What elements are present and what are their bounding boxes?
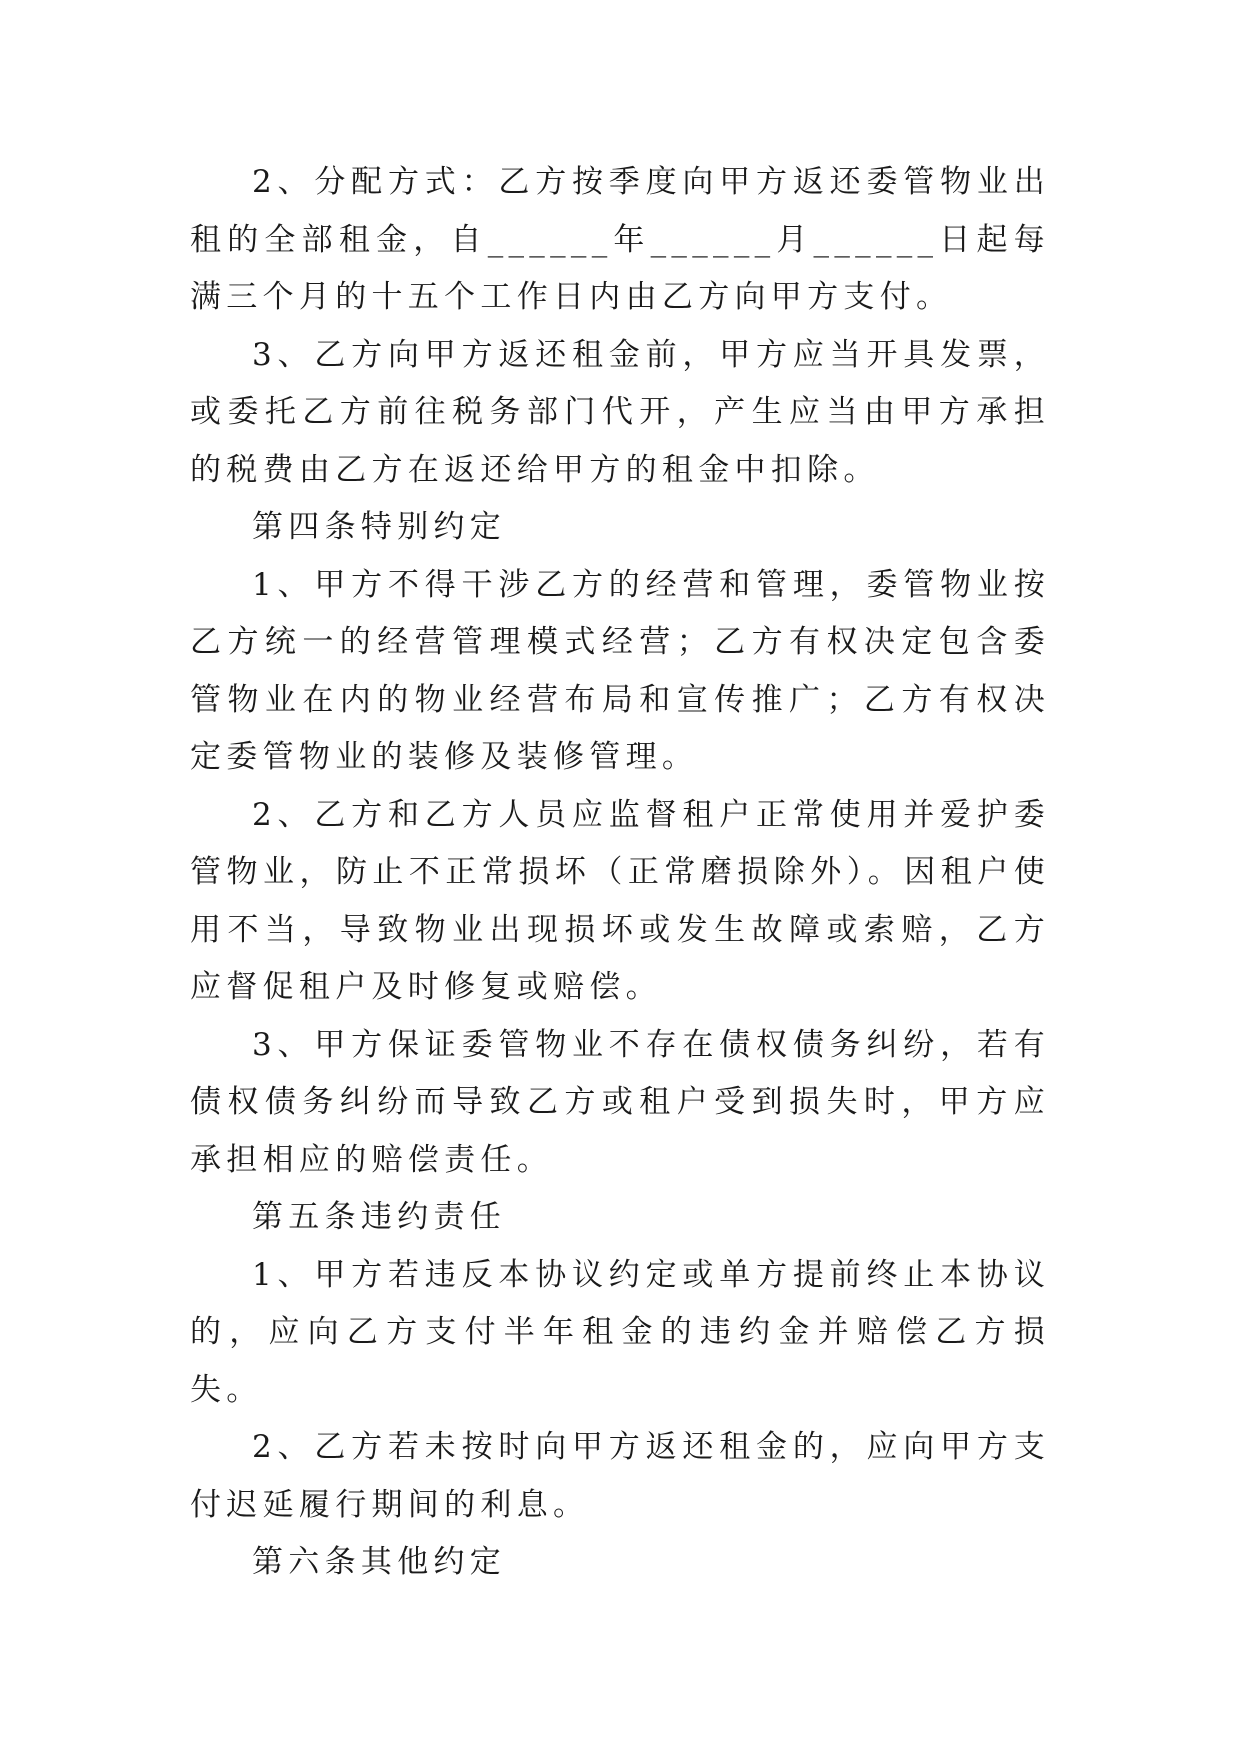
- article-6-heading: 第六条其他约定: [252, 1544, 507, 1580]
- article-5-clause-1: 1、甲方若违反本协议约定或单方提前终止本协议的，应向乙方支付半年租金的违约金并赔偿乙方损失。: [190, 1256, 1050, 1408]
- article-5-clause-2: 2、乙方若未按时向甲方返还租金的，应向甲方支付迟延履行期间的利息。: [190, 1429, 1050, 1523]
- clause-3-invoice: 3、乙方向甲方返还租金前，甲方应当开具发票，或委托乙方前往税务部门代开，产生应当由甲方承担的税费由乙方在返还给甲方的租金中扣除。: [190, 336, 1050, 488]
- article-5-heading: 第五条违约责任: [252, 1199, 507, 1235]
- article-4-clause-1: 1、甲方不得干涉乙方的经营和管理，委管物业按乙方统一的经营管理模式经营；乙方有权决定包含委管物业在内的物业经营布局和宣传推广；乙方有权决定委管物业的装修及装修管理。: [190, 566, 1050, 775]
- article-4-clause-3: 3、甲方保证委管物业不存在债权债务纠纷，若有债权债务纠纷而导致乙方或租户受到损失时，甲方应承担相应的赔偿责任。: [190, 1026, 1050, 1178]
- document-body: [190, 154, 1050, 1592]
- article-4-clause-2: 2、乙方和乙方人员应监督租户正常使用并爱护委管物业，防止不正常损坏（正常磨损除外）。因租户使用不当，导致物业出现损坏或发生故障或索赔，乙方应督促租户及时修复或赔偿。: [190, 796, 1050, 1005]
- clause-2-distribution-method: 2、分配方式：乙方按季度向甲方返还委管物业出租的全部租金，自______年______月______日起每满三个月的十五个工作日内由乙方向甲方支付。: [190, 164, 1050, 315]
- article-4-heading: 第四条特别约定: [252, 509, 507, 545]
